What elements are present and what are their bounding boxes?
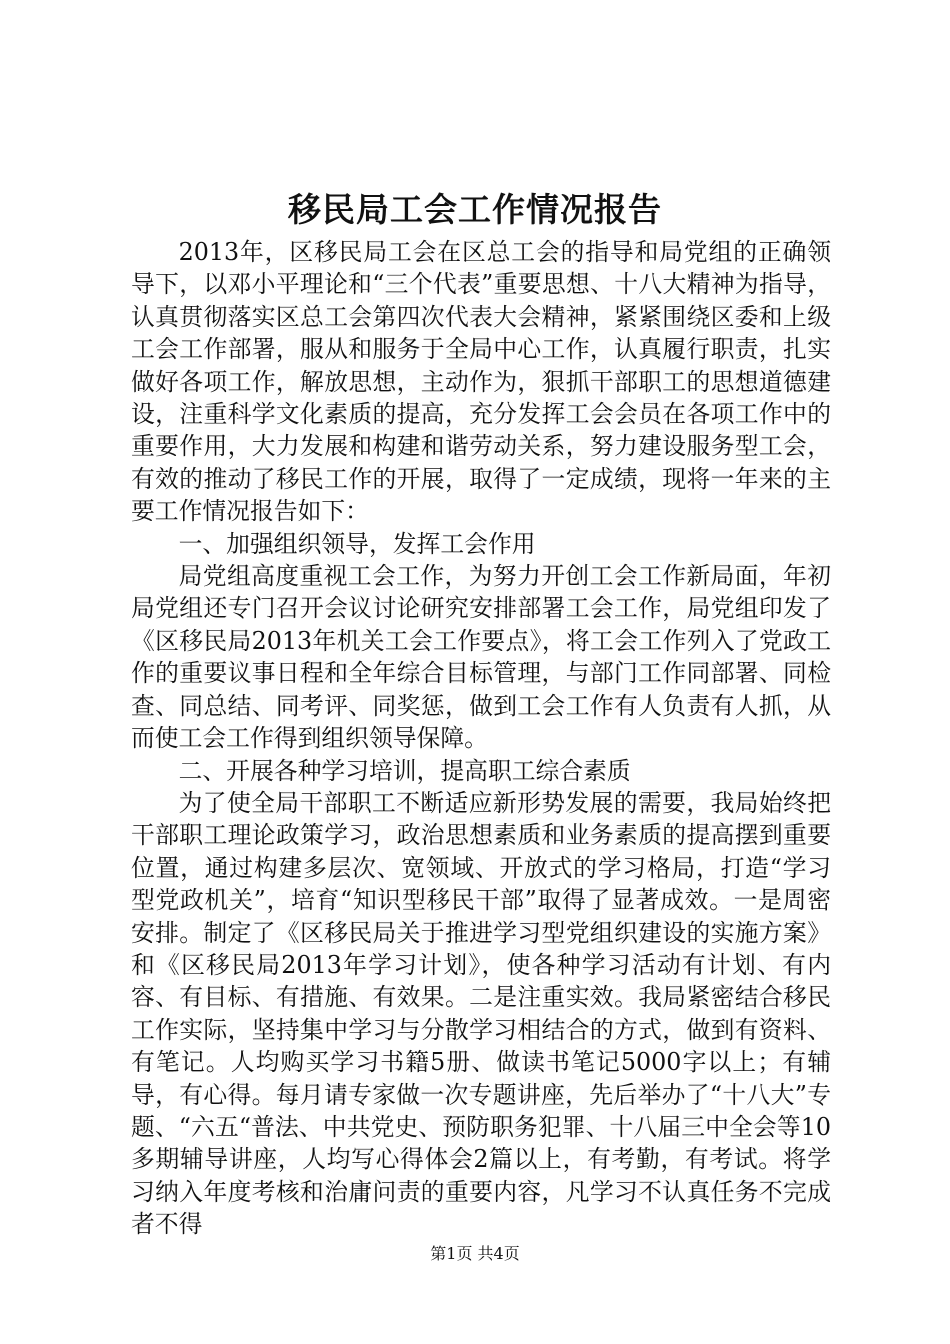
section-2-paragraph: 为了使全局干部职工不断适应新形势发展的需要，我局始终把干部职工理论政策学习，政治思想素质和业务素质的提高摆到重要位置，通过构建多层次、宽领域、开放式的学习格局，打造“学习型党政机关”，培育“知识型移民干部”取得了显著成效。一是周密安排。制定了《区移民局关于推进学习型党组织建设的实施方案》和《区移民局2013年学习计划》，使各种学习活动有计划、有内容、有目标、有措施、有效果。二是注重实效。我局紧密结合移民工作实际，坚持集中学习与分散学习相结合的方式，做到有资料、有笔记。人均购买学习书籍5册、做读书笔记5000字以上；有辅导，有心得。每月请专家做一次专题讲座，先后举办了“十八大”专题、“六五“普法、中共党史、预防职务犯罪、十八届三中全会等10多期辅导讲座，人均写心得体会2篇以上，有考勤，有考试。将学习纳入年度考核和治庸问责的重要内容，凡学习不认真任务不完成者不得 xyxy=(131,788,831,1239)
section-1-paragraph: 局党组高度重视工会工作，为努力开创工会工作新局面，年初局党组还专门召开会议讨论研究安排部署工会工作，局党组印发了《区移民局2013年机关工会工作要点》，将工会工作列入了党政工作的重要议事日程和全年综合目标管理，与部门工作同部署、同检查、同总结、同考评、同奖惩，做到工会工作有人负责有人抓，从而使工会工作得到组织领导保障。 xyxy=(131,562,831,753)
section-heading-2: 二、开展各种学习培训，提高职工综合素质 xyxy=(178,756,631,785)
intro-paragraph: 2013年，区移民局工会在区总工会的指导和局党组的正确领导下，以邓小平理论和“三个代表”重要思想、十八大精神为指导，认真贯彻落实区总工会第四次代表大会精神，紧紧围绕区委和上级工会工作部署，服从和服务于全局中心工作，认真履行职责，扎实做好各项工作，解放思想，主动作为，狠抓干部职工的思想道德建设，注重科学文化素质的提高，充分发挥工会会员在各项工作中的重要作用，大力发展和构建和谐劳动关系，努力建设服务型工会，有效的推动了移民工作的开展，取得了一定成绩，现将一年来的主要工作情况报告如下： xyxy=(131,238,831,526)
document-body xyxy=(131,236,831,1241)
page-footer: 第1页 共4页 xyxy=(430,1244,520,1263)
section-heading-1: 一、加强组织领导，发挥工会作用 xyxy=(178,529,536,558)
page-title: 移民局工会工作情况报告 xyxy=(288,190,662,229)
